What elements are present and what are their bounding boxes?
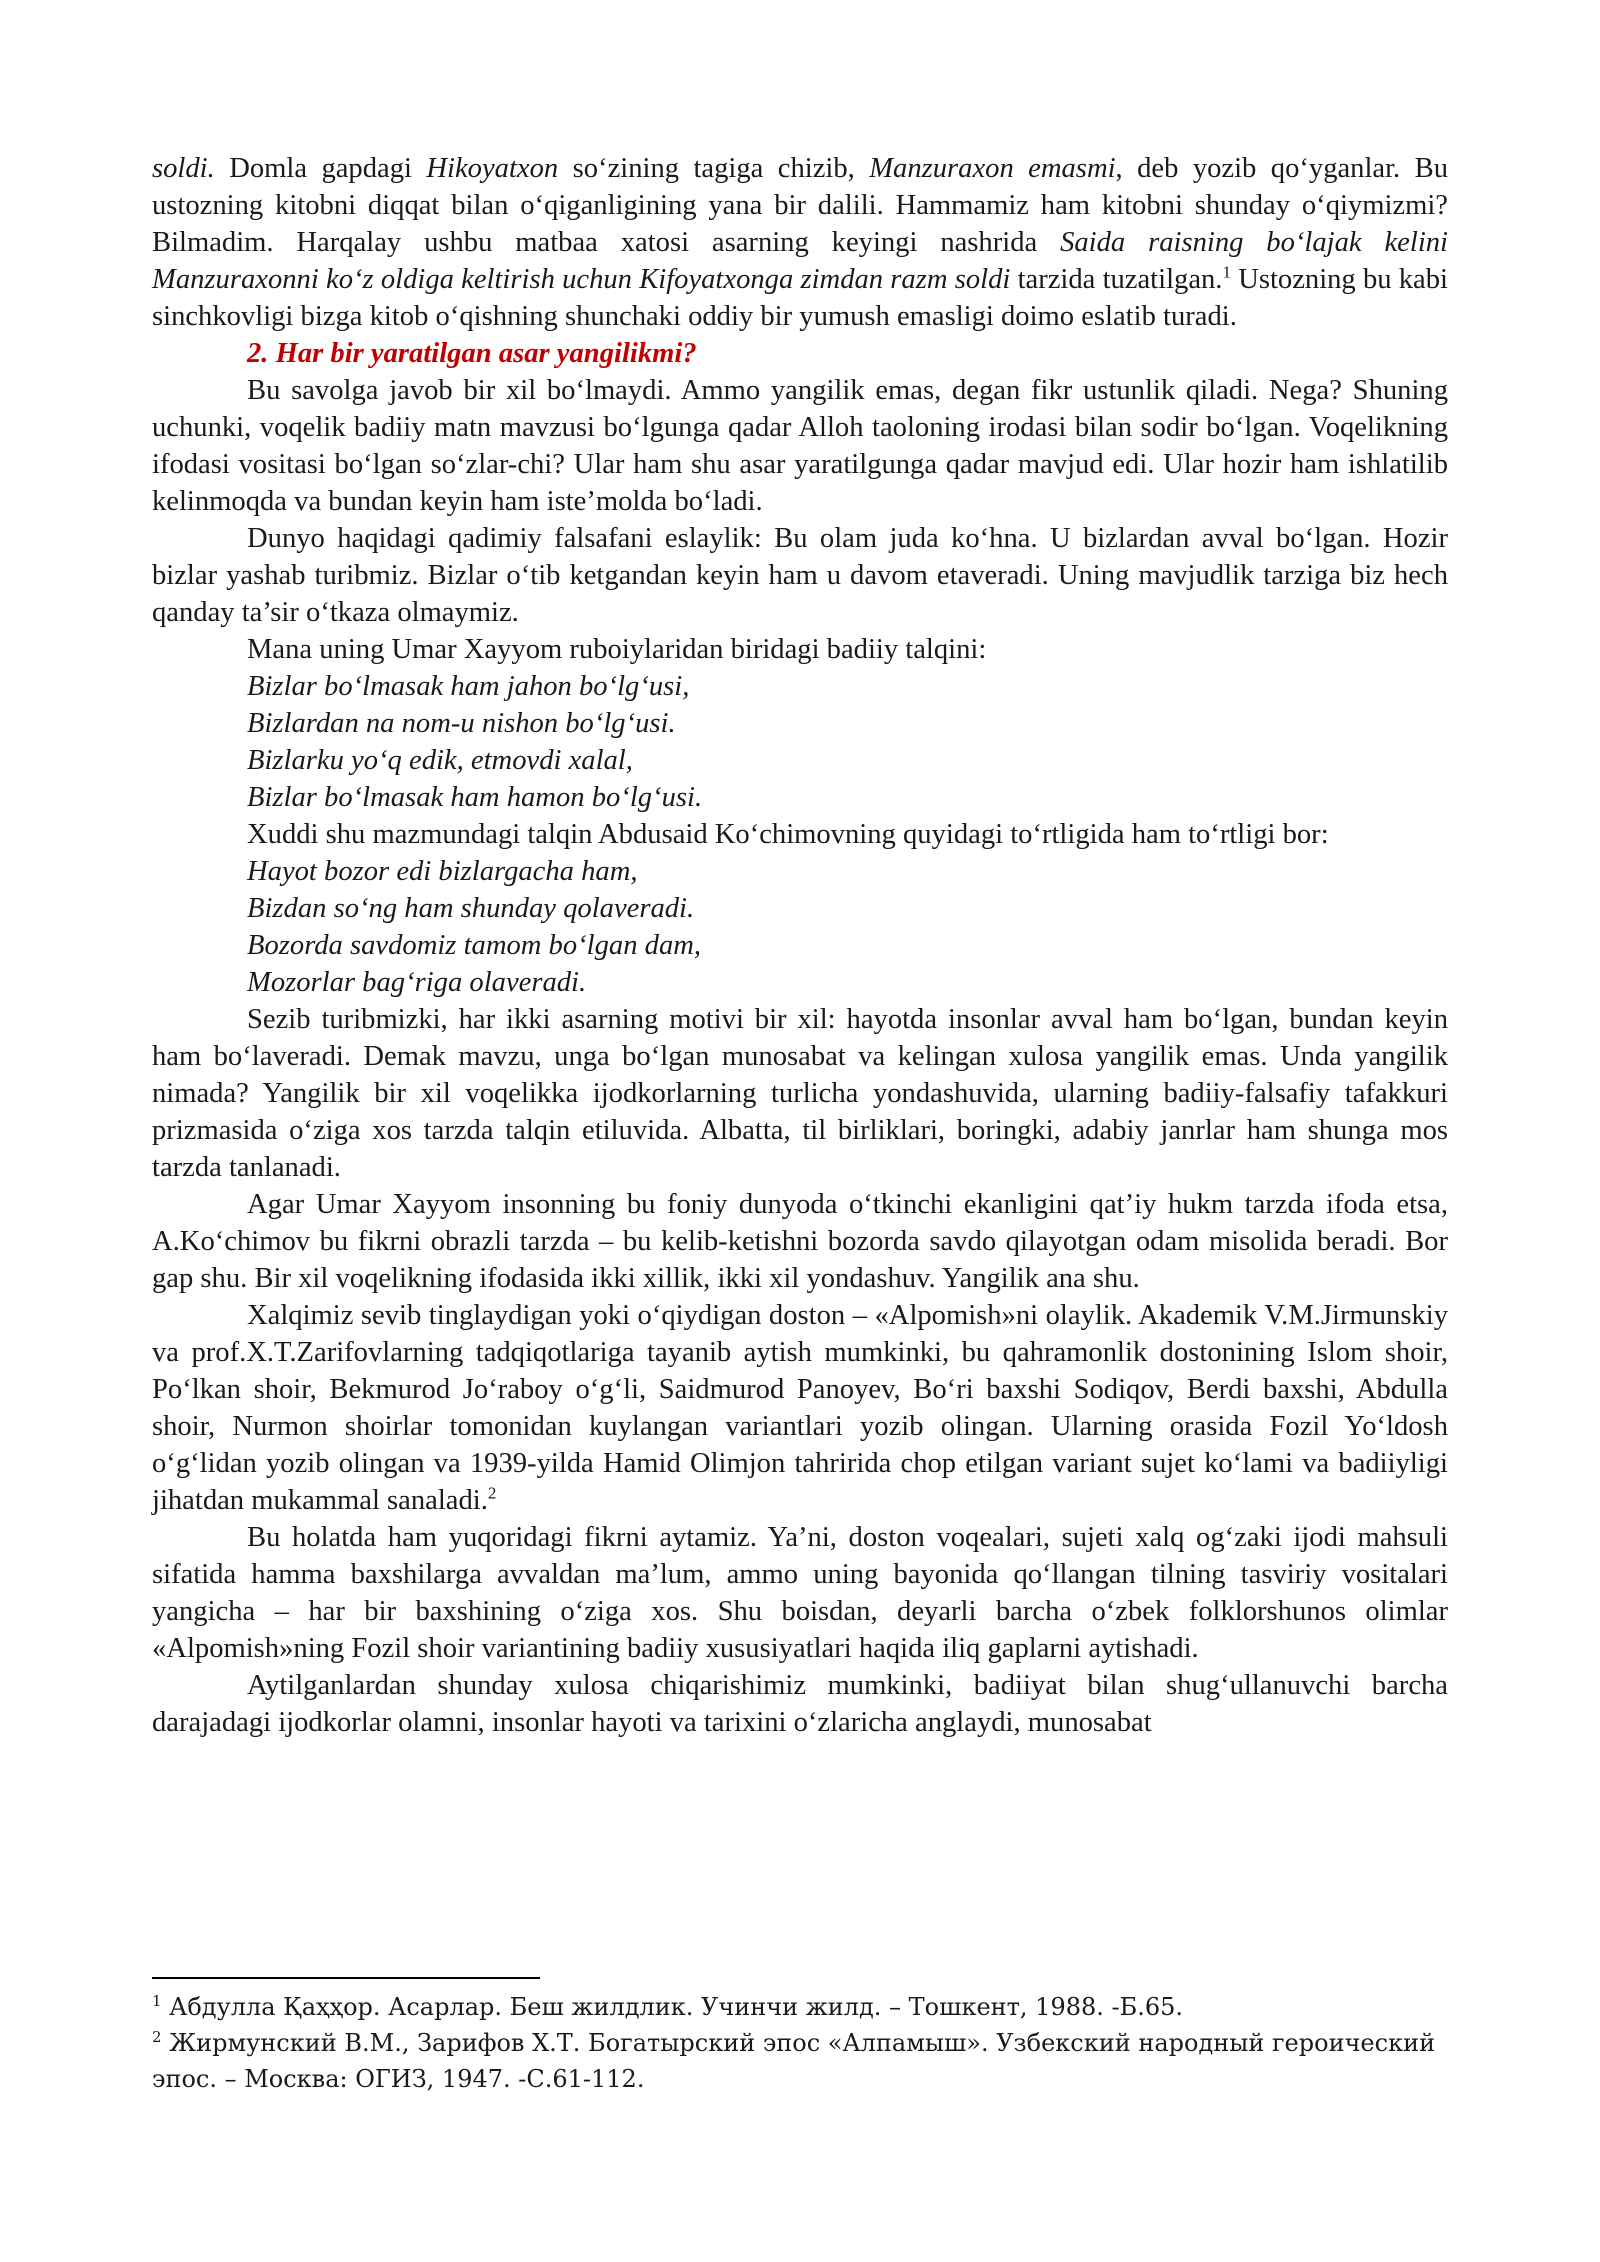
footnote-ref-1[interactable]: 1 [1222, 262, 1231, 282]
verse-line: Bizlardan na nom-u nishon bo‘lg‘usi. [247, 708, 676, 739]
text-run: so‘zining tagiga chizib, [558, 153, 870, 184]
paragraph-9: Bu holatda ham yuqoridagi fikrni aytamiz. Ya’ni, doston voqealari, sujeti xalq og‘zaki ijodi mahsuli sifatida hamma baxshilarga avvaldan ma’lum, ammo uning bayonida qo‘llangan tilning tasviriy vositalari yangicha – har bir baxshining o‘ziga xos. Shu boisdan, deyarli barcha o‘zbek folklorshunos olimlar «Alpomish»ning Fozil shoir variantining badiiy xususiyatlari haqida iliq gaplarni aytishadi. [152, 1522, 1448, 1664]
footnote-number: 2 [152, 2028, 162, 2046]
text-italic: Saida raisning bo‘lajak kelini Manzuraxonni ko‘z oldiga keltirish uchun Kifoyatxonga zimdan razm soldi [152, 227, 1448, 295]
section-heading: 2. Har bir yaratilgan asar yangilikmi? [247, 338, 697, 369]
text-run: Ustozning bu kabi sinchkovligi bizga kitob o‘qishning shunchaki oddiy bir yumush emasligi doimo eslatib turadi. [152, 264, 1448, 332]
verse-khayyam [152, 668, 1448, 816]
footnote-separator [152, 1977, 540, 1979]
paragraph-8 [152, 1297, 1448, 1519]
paragraph-2: Bu savolga javob bir xil bo‘lmaydi. Ammo yangilik emas, degan fikr ustunlik qiladi. Nega? Shuning uchunki, voqelik badiiy matn mavzusi bo‘lgunga qadar Alloh taoloning irodasi bilan sodir bo‘lgan. Voqelikning ifodasi vositasi bo‘lgan so‘zlar-chi? Ular ham shu asar yaratilgunga qadar mavjud edi. Ular hozir ham ishlatilib kelinmoqda va bundan keyin ham iste’molda bo‘ladi. [152, 375, 1448, 517]
paragraph-1 [152, 150, 1448, 335]
verse-line: Bizdan so‘ng ham shunday qolaveradi. [247, 893, 695, 924]
text-run: tarzida tuzatilgan. [1010, 264, 1223, 295]
footnotes [152, 1977, 1448, 2097]
document-body [152, 150, 1448, 1741]
text-run: Xalqimiz sevib tinglaydigan yoki o‘qiydigan doston – «Alpomish»ni olaylik. Akademik V.M.Jirmunskiy va prof.X.T.Zarifovlarning tadqiqotlariga tayanib aytish mumkinki, bu qahramonlik dostonining Islom shoir, Po‘lkan shoir, Bekmurod Jo‘raboy o‘g‘li, Saidmurod Panoyev, Bo‘ri baxshi Sodiqov, Berdi baxshi, Abdulla shoir, Nurmon shoirlar tomonidan kuylangan variantlari yozib olingan. Ularning orasida Fozil Yo‘ldosh o‘g‘lidan yozib olingan va 1939-yilda Hamid Olimjon tahririda chop etilgan variant sujet ko‘lami va badiiyligi jihatdan mukammal sanaladi. [152, 1300, 1448, 1516]
footnote-number: 1 [152, 1992, 162, 2010]
footnote-text: Абдулла Қаҳҳор. Асарлар. Беш жилдлик. Учинчи жилд. – Тошкент, 1988. -Б.65. [161, 1993, 1184, 2021]
paragraph-4: Mana uning Umar Xayyom ruboiylaridan biridagi badiiy talqini: [247, 634, 987, 665]
paragraph-10: Aytilganlardan shunday xulosa chiqarishimiz mumkinki, badiiyat bilan shug‘ullanuvchi barcha darajadagi ijodkorlar olamni, insonlar hayoti va tarixini o‘zlaricha anglaydi, munosabat [152, 1670, 1448, 1738]
verse-line: Bizlar bo‘lmasak ham jahon bo‘lg‘usi, [247, 671, 690, 702]
text-italic: Manzuraxon emasmi [869, 153, 1116, 184]
paragraph-6: Sezib turibmizki, har ikki asarning motivi bir xil: hayotda insonlar avval ham bo‘lgan, bundan keyin ham bo‘laveradi. Demak mavzu, unga bo‘lgan munosabat va kelingan xulosa yangilik emas. Unda yangilik nimada? Yangilik bir xil voqelikka ijodkorlarning turlicha yondashuvida, ularning badiiy-falsafiy tafakkuri prizmasida o‘ziga xos tarzda talqin etiluvida. Albatta, til birliklari, boringki, adabiy janrlar ham shunga mos tarzda tanlanadi. [152, 1004, 1448, 1183]
footnote-text: Жирмунский В.М., Зарифов Х.Т. Богатырский эпос «Алпамыш». Узбекский народный героический эпос. – Москва: ОГИЗ, 1947. -С.61-112. [152, 2029, 1436, 2093]
paragraph-5: Xuddi shu mazmundagi talqin Abdusaid Ko‘chimovning quyidagi to‘rtligida ham to‘rtligi bor: [247, 819, 1329, 850]
text-run: Domla gapdagi [214, 153, 427, 184]
text-italic: soldi. [152, 153, 215, 184]
paragraph-7: Agar Umar Xayyom insonning bu foniy dunyoda o‘tkinchi ekanligini qat’iy hukm tarzda ifoda etsa, A.Ko‘chimov bu fikrni obrazli tarzda – bu kelib-ketishni bozorda savdo qilayotgan odam misolida beradi. Bor gap shu. Bir xil voqelikning ifodasida ikki xillik, ikki xil yondashuv. Yangilik ana shu. [152, 1189, 1448, 1294]
verse-line: Bizlar bo‘lmasak ham hamon bo‘lg‘usi. [247, 782, 703, 813]
footnote-2 [152, 2025, 1448, 2097]
verse-line: Bozorda savdomiz tamom bo‘lgan dam, [247, 930, 702, 961]
verse-line: Bizlarku yo‘q edik, etmovdi xalal, [247, 745, 633, 776]
text-run: , deb yozib qo‘yganlar. Bu ustozning kitobni diqqat bilan o‘qiganligining yana bir dalili. Hammamiz ham kitobni shunday o‘qiymizmi? Bilmadim. Harqalay ushbu matbaa xatosi asarning keyingi nashrida [152, 153, 1448, 258]
verse-line: Hayot bozor edi bizlargacha ham, [247, 856, 638, 887]
footnote-ref-2[interactable]: 2 [487, 1483, 497, 1503]
verse-line: Mozorlar bag‘riga olaveradi. [247, 967, 587, 998]
verse-kochimov [152, 853, 1448, 1001]
paragraph-3: Dunyo haqidagi qadimiy falsafani eslaylik: Bu olam juda ko‘hna. U bizlardan avval bo‘lgan. Hozir bizlar yashab turibmiz. Bizlar o‘tib ketgandan keyin ham u davom etaveradi. Uning mavjudlik tarziga biz hech qanday ta’sir o‘tkaza olmaymiz. [152, 523, 1448, 628]
footnote-1 [152, 1989, 1448, 2025]
text-italic: Hikoyatxon [426, 153, 559, 184]
